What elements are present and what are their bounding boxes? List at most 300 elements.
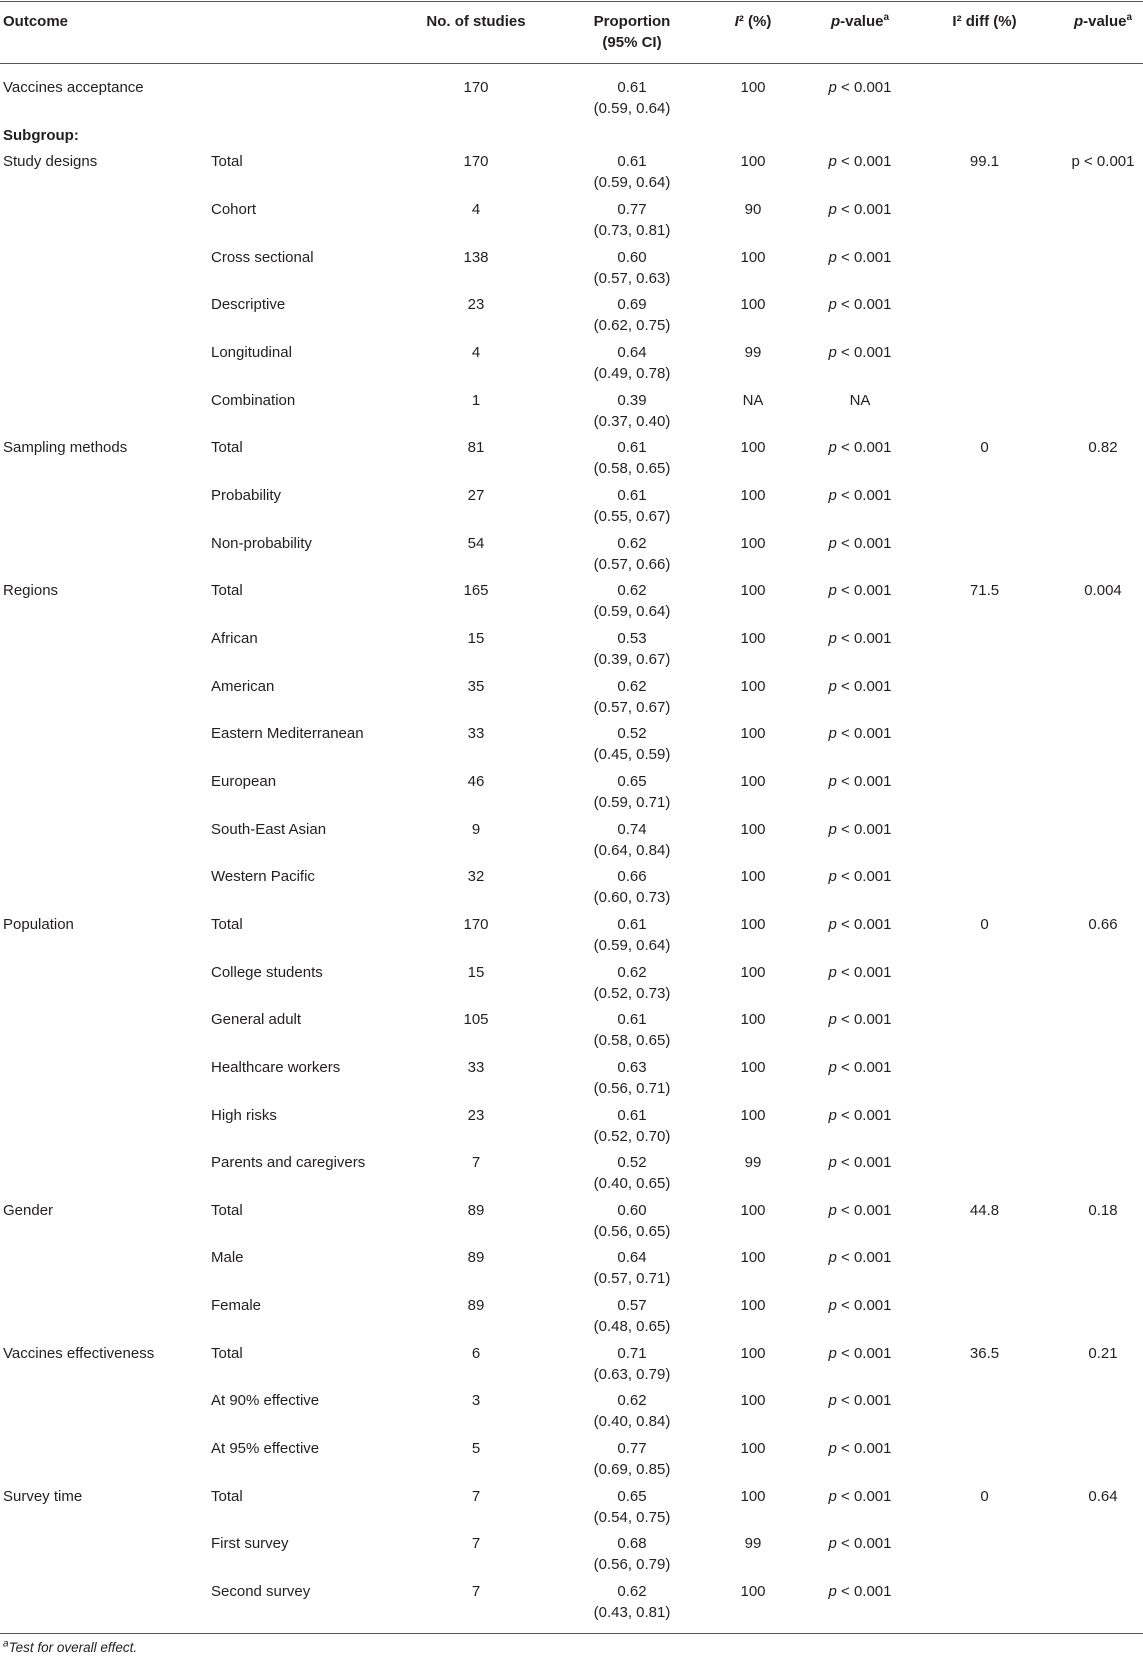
studies-cell: 89 bbox=[467, 1297, 485, 1315]
p-value-text: p < 0.001 bbox=[828, 1011, 892, 1029]
i2-cell: 100 bbox=[740, 79, 766, 96]
subgroup-cell: Longitudinal bbox=[211, 344, 292, 362]
p-value-text: p < 0.001 bbox=[828, 1440, 892, 1458]
confidence-interval: (0.40, 0.84) bbox=[593, 1413, 671, 1431]
p-value-cell bbox=[794, 580, 926, 628]
studies-cell: 1 bbox=[471, 391, 481, 409]
p-value-diff-cell bbox=[1043, 390, 1143, 438]
proportion-value: 0.65 bbox=[617, 1487, 647, 1505]
studies-cell: 35 bbox=[467, 677, 485, 695]
header-p-value-diff bbox=[1043, 1, 1143, 64]
confidence-interval: (0.59, 0.64) bbox=[593, 174, 671, 192]
proportion-value: 0.53 bbox=[617, 629, 647, 647]
i2-cell: 90 bbox=[744, 201, 762, 219]
studies-cell: 27 bbox=[467, 486, 485, 504]
header-subgroup bbox=[205, 1, 400, 64]
confidence-interval: (0.73, 0.81) bbox=[593, 222, 671, 240]
p-value-text: p < 0.001 bbox=[828, 1201, 892, 1219]
table-row bbox=[0, 1200, 1143, 1248]
proportion-cell bbox=[552, 1152, 712, 1200]
proportion-value: 0.61 bbox=[617, 1011, 647, 1029]
subgroup-cell: European bbox=[211, 772, 277, 790]
p-value-diff-cell: p < 0.001 bbox=[1071, 153, 1135, 171]
i2-cell: 100 bbox=[740, 1344, 766, 1362]
i2-diff-cell bbox=[926, 294, 1043, 342]
p-value-text: p < 0.001 bbox=[828, 1535, 892, 1553]
studies-cell: 7 bbox=[471, 1154, 481, 1172]
table-row bbox=[0, 1152, 1143, 1200]
confidence-interval: (0.58, 0.65) bbox=[593, 460, 671, 478]
proportion-cell bbox=[552, 437, 712, 485]
p-value-diff-cell bbox=[1043, 676, 1143, 724]
confidence-interval: (0.64, 0.84) bbox=[593, 841, 671, 859]
p-value-diff-cell bbox=[1043, 1390, 1143, 1438]
p-value-cell bbox=[794, 390, 926, 438]
proportion-cell bbox=[552, 819, 712, 867]
p-value-cell bbox=[794, 1152, 926, 1200]
outcome-cell bbox=[0, 676, 205, 724]
table-row bbox=[0, 151, 1143, 199]
outcome-cell bbox=[0, 723, 205, 771]
p-value-diff-cell bbox=[1043, 819, 1143, 867]
subgroup-cell: Combination bbox=[211, 391, 296, 409]
proportion-value: 0.64 bbox=[617, 344, 647, 362]
i2-cell: 100 bbox=[740, 439, 766, 457]
proportion-cell bbox=[552, 771, 712, 819]
i2-cell: 100 bbox=[740, 915, 766, 933]
p-value-diff-cell bbox=[1043, 533, 1143, 581]
outcome-cell: Vaccines acceptance bbox=[3, 79, 144, 96]
table-row bbox=[0, 1105, 1143, 1153]
confidence-interval: (0.43, 0.81) bbox=[593, 1604, 671, 1622]
proportion-value: 0.52 bbox=[617, 725, 647, 743]
p-value-text: p < 0.001 bbox=[828, 1154, 892, 1172]
outcome-cell bbox=[0, 485, 205, 533]
subgroup-cell: Descriptive bbox=[211, 296, 286, 314]
studies-cell: 23 bbox=[467, 1106, 485, 1124]
i2-diff-cell bbox=[926, 390, 1043, 438]
header-proportion bbox=[552, 1, 712, 64]
outcome-cell bbox=[0, 199, 205, 247]
p-value-cell bbox=[794, 1343, 926, 1391]
table-row bbox=[0, 962, 1143, 1010]
outcome-cell bbox=[0, 1105, 205, 1153]
i2-cell: 100 bbox=[740, 1297, 766, 1315]
i2-diff-cell bbox=[926, 342, 1043, 390]
i2-cell: 100 bbox=[740, 1201, 766, 1219]
outcome-cell bbox=[0, 866, 205, 914]
table-row bbox=[0, 199, 1143, 247]
p-value-text: p < 0.001 bbox=[828, 344, 892, 362]
i2-diff-cell bbox=[926, 1533, 1043, 1581]
i2-cell: NA bbox=[742, 391, 764, 409]
i2-diff-cell bbox=[926, 247, 1043, 295]
i2-diff-cell: 71.5 bbox=[969, 582, 1000, 600]
studies-cell: 7 bbox=[471, 1487, 481, 1505]
confidence-interval: (0.69, 0.85) bbox=[593, 1461, 671, 1479]
p-value-text: p < 0.001 bbox=[828, 963, 892, 981]
studies-cell: 81 bbox=[467, 439, 485, 457]
studies-cell: 6 bbox=[471, 1344, 481, 1362]
outcome-cell bbox=[0, 1581, 205, 1634]
proportion-value: 0.71 bbox=[617, 1344, 647, 1362]
i2-diff-cell bbox=[926, 1057, 1043, 1105]
proportion-value: 0.62 bbox=[617, 1583, 647, 1601]
proportion-value: 0.61 bbox=[617, 915, 647, 933]
p-value-text: p < 0.001 bbox=[828, 677, 892, 695]
table-row bbox=[0, 1486, 1143, 1534]
p-value-text: p < 0.001 bbox=[828, 1392, 892, 1410]
i2-diff-cell bbox=[926, 1009, 1043, 1057]
i2-diff-cell: 44.8 bbox=[969, 1201, 1000, 1219]
header-p-value-label: p-value bbox=[830, 13, 884, 30]
p-value-cell bbox=[794, 294, 926, 342]
confidence-interval: (0.49, 0.78) bbox=[593, 365, 671, 383]
header-p-value bbox=[794, 1, 926, 64]
p-value-cell bbox=[794, 1438, 926, 1486]
subgroup-cell: Eastern Mediterranean bbox=[211, 725, 364, 743]
proportion-cell bbox=[552, 1581, 712, 1634]
table-row bbox=[0, 1343, 1143, 1391]
p-value-text: p < 0.001 bbox=[828, 725, 892, 743]
p-value-text: p < 0.001 bbox=[828, 1249, 892, 1267]
outcome-cell bbox=[0, 342, 205, 390]
studies-cell: 89 bbox=[467, 1201, 485, 1219]
studies-cell: 170 bbox=[463, 153, 489, 171]
subgroup-cell: Cross sectional bbox=[211, 248, 314, 266]
p-value-text: p < 0.001 bbox=[828, 1487, 892, 1505]
proportion-cell bbox=[552, 485, 712, 533]
p-value-diff-cell bbox=[1043, 1105, 1143, 1153]
proportion-value: 0.63 bbox=[617, 1058, 647, 1076]
subgroup-cell: First survey bbox=[211, 1535, 289, 1553]
studies-cell: 33 bbox=[467, 725, 485, 743]
i2-diff-cell bbox=[926, 1152, 1043, 1200]
outcome-cell bbox=[0, 533, 205, 581]
proportion-cell bbox=[552, 533, 712, 581]
i2-diff-cell: 0 bbox=[980, 439, 989, 457]
p-value-cell bbox=[794, 771, 926, 819]
p-value-diff-cell bbox=[1043, 342, 1143, 390]
proportion-value: 0.52 bbox=[617, 1154, 647, 1172]
outcome-cell bbox=[0, 771, 205, 819]
i2-cell: 99 bbox=[744, 344, 762, 362]
i2-diff-cell bbox=[926, 1390, 1043, 1438]
results-body bbox=[0, 64, 1143, 1634]
p-value-diff-cell bbox=[1043, 247, 1143, 295]
header-p-value-diff-note: a bbox=[1126, 12, 1133, 23]
i2-diff-cell bbox=[926, 1438, 1043, 1486]
confidence-interval: (0.63, 0.79) bbox=[593, 1365, 671, 1383]
studies-cell: 105 bbox=[463, 1011, 489, 1029]
table-header bbox=[0, 1, 1143, 64]
table-row bbox=[0, 390, 1143, 438]
studies-cell: 4 bbox=[471, 344, 481, 362]
p-value-diff-cell bbox=[1043, 1438, 1143, 1486]
p-value-text: p < 0.001 bbox=[828, 79, 892, 96]
table-row bbox=[0, 342, 1143, 390]
studies-cell: 46 bbox=[467, 772, 485, 790]
table-row bbox=[0, 533, 1143, 581]
subgroup-cell: American bbox=[211, 677, 275, 695]
proportion-cell bbox=[552, 1057, 712, 1105]
i2-cell: 100 bbox=[740, 963, 766, 981]
i2-diff-cell: 36.5 bbox=[969, 1344, 1000, 1362]
p-value-text: p < 0.001 bbox=[828, 1583, 892, 1601]
confidence-interval: (0.59, 0.64) bbox=[593, 100, 671, 117]
studies-cell: 170 bbox=[463, 79, 489, 96]
table-row bbox=[0, 294, 1143, 342]
subgroup-cell: Parents and caregivers bbox=[211, 1154, 366, 1172]
subgroup-cell: High risks bbox=[211, 1106, 277, 1124]
proportion-cell bbox=[552, 914, 712, 962]
p-value-diff-cell: 0.004 bbox=[1084, 582, 1122, 600]
confidence-interval: (0.55, 0.67) bbox=[593, 507, 671, 525]
p-value-cell bbox=[794, 866, 926, 914]
p-value-diff-cell bbox=[1043, 628, 1143, 676]
i2-cell: 100 bbox=[740, 582, 766, 600]
i2-cell: 100 bbox=[740, 629, 766, 647]
p-value-cell bbox=[794, 199, 926, 247]
p-value-diff-cell bbox=[1043, 64, 1143, 125]
table-row bbox=[0, 628, 1143, 676]
p-value-text: p < 0.001 bbox=[828, 534, 892, 552]
p-value-text: p < 0.001 bbox=[828, 1297, 892, 1315]
proportion-value: 0.66 bbox=[617, 868, 647, 886]
i2-cell: 100 bbox=[740, 1440, 766, 1458]
proportion-cell bbox=[552, 628, 712, 676]
p-value-text: p < 0.001 bbox=[828, 629, 892, 647]
proportion-value: 0.61 bbox=[617, 439, 647, 457]
subgroup-cell bbox=[205, 64, 400, 125]
table-row bbox=[0, 1390, 1143, 1438]
p-value-text: p < 0.001 bbox=[828, 1058, 892, 1076]
i2-diff-cell bbox=[926, 485, 1043, 533]
outcome-cell bbox=[0, 1295, 205, 1343]
header-outcome: Outcome bbox=[0, 1, 205, 64]
proportion-value: 0.57 bbox=[617, 1297, 647, 1315]
studies-cell: 3 bbox=[471, 1392, 481, 1410]
outcome-cell bbox=[0, 1247, 205, 1295]
i2-diff-cell bbox=[926, 1105, 1043, 1153]
subgroup-cell: Total bbox=[211, 439, 243, 457]
confidence-interval: (0.57, 0.66) bbox=[593, 555, 671, 573]
i2-diff-cell bbox=[926, 676, 1043, 724]
proportion-value: 0.64 bbox=[617, 1249, 647, 1267]
p-value-diff-cell: 0.18 bbox=[1088, 1201, 1118, 1219]
subgroup-cell: College students bbox=[211, 963, 323, 981]
p-value-cell bbox=[794, 151, 926, 199]
i2-cell: 100 bbox=[740, 1487, 766, 1505]
confidence-interval: (0.56, 0.71) bbox=[593, 1079, 671, 1097]
proportion-value: 0.62 bbox=[617, 963, 647, 981]
proportion-cell bbox=[552, 1533, 712, 1581]
proportion-cell bbox=[552, 64, 712, 125]
i2-cell: 99 bbox=[744, 1535, 762, 1553]
p-value-cell bbox=[794, 1295, 926, 1343]
table-row bbox=[0, 1581, 1143, 1634]
outcome-cell bbox=[0, 390, 205, 438]
p-value-text: p < 0.001 bbox=[828, 248, 892, 266]
i2-cell: 99 bbox=[744, 1154, 762, 1172]
p-value-diff-cell bbox=[1043, 723, 1143, 771]
proportion-value: 0.65 bbox=[617, 772, 647, 790]
proportion-cell bbox=[552, 247, 712, 295]
i2-cell: 100 bbox=[740, 772, 766, 790]
header-row bbox=[0, 1, 1143, 64]
p-value-diff-cell bbox=[1043, 1009, 1143, 1057]
subgroup-cell: Healthcare workers bbox=[211, 1058, 341, 1076]
p-value-cell bbox=[794, 1247, 926, 1295]
table-row bbox=[0, 64, 1143, 125]
proportion-value: 0.61 bbox=[617, 79, 647, 96]
p-value-cell bbox=[794, 1390, 926, 1438]
proportion-cell bbox=[552, 723, 712, 771]
p-value-cell bbox=[794, 1486, 926, 1534]
outcome-cell: Gender bbox=[3, 1201, 54, 1219]
p-value-cell bbox=[794, 247, 926, 295]
proportion-cell bbox=[552, 1390, 712, 1438]
outcome-cell: Population bbox=[3, 915, 74, 933]
i2-diff-cell bbox=[926, 64, 1043, 125]
outcome-cell bbox=[0, 1438, 205, 1486]
confidence-interval: (0.57, 0.71) bbox=[593, 1270, 671, 1288]
i2-cell: 100 bbox=[740, 868, 766, 886]
confidence-interval: (0.52, 0.73) bbox=[593, 984, 671, 1002]
results-table bbox=[0, 1, 1143, 1634]
subgroup-cell: Second survey bbox=[205, 1581, 400, 1634]
studies-cell: 15 bbox=[467, 629, 485, 647]
p-value-text: p < 0.001 bbox=[828, 582, 892, 600]
p-value-cell bbox=[794, 437, 926, 485]
confidence-interval: (0.62, 0.75) bbox=[593, 317, 671, 335]
outcome-cell bbox=[0, 1057, 205, 1105]
i2-diff-cell bbox=[926, 1247, 1043, 1295]
confidence-interval: (0.39, 0.67) bbox=[593, 650, 671, 668]
i2-diff-cell bbox=[926, 1295, 1043, 1343]
confidence-interval: (0.57, 0.63) bbox=[593, 269, 671, 287]
proportion-cell bbox=[552, 580, 712, 628]
confidence-interval: (0.54, 0.75) bbox=[593, 1508, 671, 1526]
proportion-value: 0.62 bbox=[617, 582, 647, 600]
p-value-diff-cell bbox=[1043, 1152, 1143, 1200]
proportion-value: 0.68 bbox=[617, 1535, 647, 1553]
i2-cell: 100 bbox=[740, 1392, 766, 1410]
studies-cell: 5 bbox=[471, 1440, 481, 1458]
p-value-diff-cell bbox=[1043, 1295, 1143, 1343]
p-value-cell bbox=[794, 533, 926, 581]
subgroup-cell: Western Pacific bbox=[211, 868, 315, 886]
p-value-text: p < 0.001 bbox=[828, 1106, 892, 1124]
header-studies: No. of studies bbox=[400, 1, 552, 64]
p-value-cell bbox=[794, 1533, 926, 1581]
subgroup-cell: Probability bbox=[211, 486, 282, 504]
outcome-cell bbox=[0, 1533, 205, 1581]
proportion-cell bbox=[552, 1009, 712, 1057]
outcome-cell: Survey time bbox=[3, 1487, 83, 1505]
p-value-diff-cell bbox=[1043, 962, 1143, 1010]
studies-cell: 33 bbox=[467, 1058, 485, 1076]
i2-diff-cell bbox=[926, 628, 1043, 676]
proportion-value: 0.39 bbox=[617, 391, 647, 409]
i2-diff-cell: 0 bbox=[980, 915, 989, 933]
outcome-cell bbox=[0, 1152, 205, 1200]
studies-cell: 4 bbox=[471, 201, 481, 219]
subgroup-cell: Total bbox=[211, 1344, 243, 1362]
header-i2-diff: I² diff (%) bbox=[926, 1, 1043, 64]
outcome-cell bbox=[0, 962, 205, 1010]
outcome-cell: Study designs bbox=[3, 153, 98, 171]
p-value-cell bbox=[794, 1105, 926, 1153]
confidence-interval: (0.59, 0.64) bbox=[593, 603, 671, 621]
p-value-cell bbox=[794, 1009, 926, 1057]
p-value-diff-cell bbox=[1043, 199, 1143, 247]
p-value-diff-cell: 0.66 bbox=[1088, 915, 1118, 933]
footnote-marker: a bbox=[3, 1638, 9, 1650]
proportion-value: 0.74 bbox=[617, 820, 647, 838]
proportion-value: 0.61 bbox=[617, 1106, 647, 1124]
p-value-diff-cell bbox=[1043, 1533, 1143, 1581]
subgroup-cell: At 90% effective bbox=[211, 1392, 320, 1410]
i2-cell: 100 bbox=[740, 725, 766, 743]
i2-cell: 100 bbox=[740, 534, 766, 552]
proportion-cell bbox=[552, 1438, 712, 1486]
proportion-cell bbox=[552, 1247, 712, 1295]
confidence-interval: (0.59, 0.64) bbox=[593, 936, 671, 954]
i2-diff-cell bbox=[926, 1581, 1043, 1634]
table-row bbox=[0, 1438, 1143, 1486]
i2-diff-cell: 99.1 bbox=[969, 153, 1000, 171]
confidence-interval: (0.60, 0.73) bbox=[593, 889, 671, 907]
p-value-cell bbox=[794, 723, 926, 771]
p-value-cell bbox=[794, 914, 926, 962]
outcome-cell bbox=[0, 1009, 205, 1057]
i2-diff-cell bbox=[926, 866, 1043, 914]
proportion-value: 0.62 bbox=[617, 534, 647, 552]
outcome-cell: Regions bbox=[3, 582, 59, 600]
p-value-text: p < 0.001 bbox=[828, 868, 892, 886]
p-value-diff-cell bbox=[1043, 1247, 1143, 1295]
confidence-interval: (0.37, 0.40) bbox=[593, 412, 671, 430]
proportion-cell bbox=[552, 962, 712, 1010]
proportion-value: 0.60 bbox=[617, 248, 647, 266]
proportion-value: 0.62 bbox=[617, 677, 647, 695]
i2-diff-cell bbox=[926, 962, 1043, 1010]
subgroup-cell: Total bbox=[211, 582, 243, 600]
p-value-cell bbox=[794, 962, 926, 1010]
table-row bbox=[0, 819, 1143, 867]
p-value-diff-cell bbox=[1043, 1057, 1143, 1105]
i2-cell: 100 bbox=[740, 486, 766, 504]
p-value-text: p < 0.001 bbox=[828, 439, 892, 457]
outcome-cell bbox=[0, 819, 205, 867]
confidence-interval: (0.40, 0.65) bbox=[593, 1175, 671, 1193]
i2-cell: 100 bbox=[740, 820, 766, 838]
table-row bbox=[0, 1533, 1143, 1581]
table-row bbox=[0, 437, 1143, 485]
proportion-value: 0.77 bbox=[617, 201, 647, 219]
proportion-value: 0.61 bbox=[617, 486, 647, 504]
p-value-diff-cell: 0.64 bbox=[1088, 1487, 1118, 1505]
confidence-interval: (0.59, 0.71) bbox=[593, 793, 671, 811]
subgroup-heading-row bbox=[0, 125, 1143, 151]
subgroup-cell: Total bbox=[211, 1201, 243, 1219]
studies-cell: 170 bbox=[463, 915, 489, 933]
i2-cell: 100 bbox=[740, 1106, 766, 1124]
table-row bbox=[0, 914, 1143, 962]
subgroup-cell: South-East Asian bbox=[211, 820, 327, 838]
i2-diff-cell bbox=[926, 819, 1043, 867]
